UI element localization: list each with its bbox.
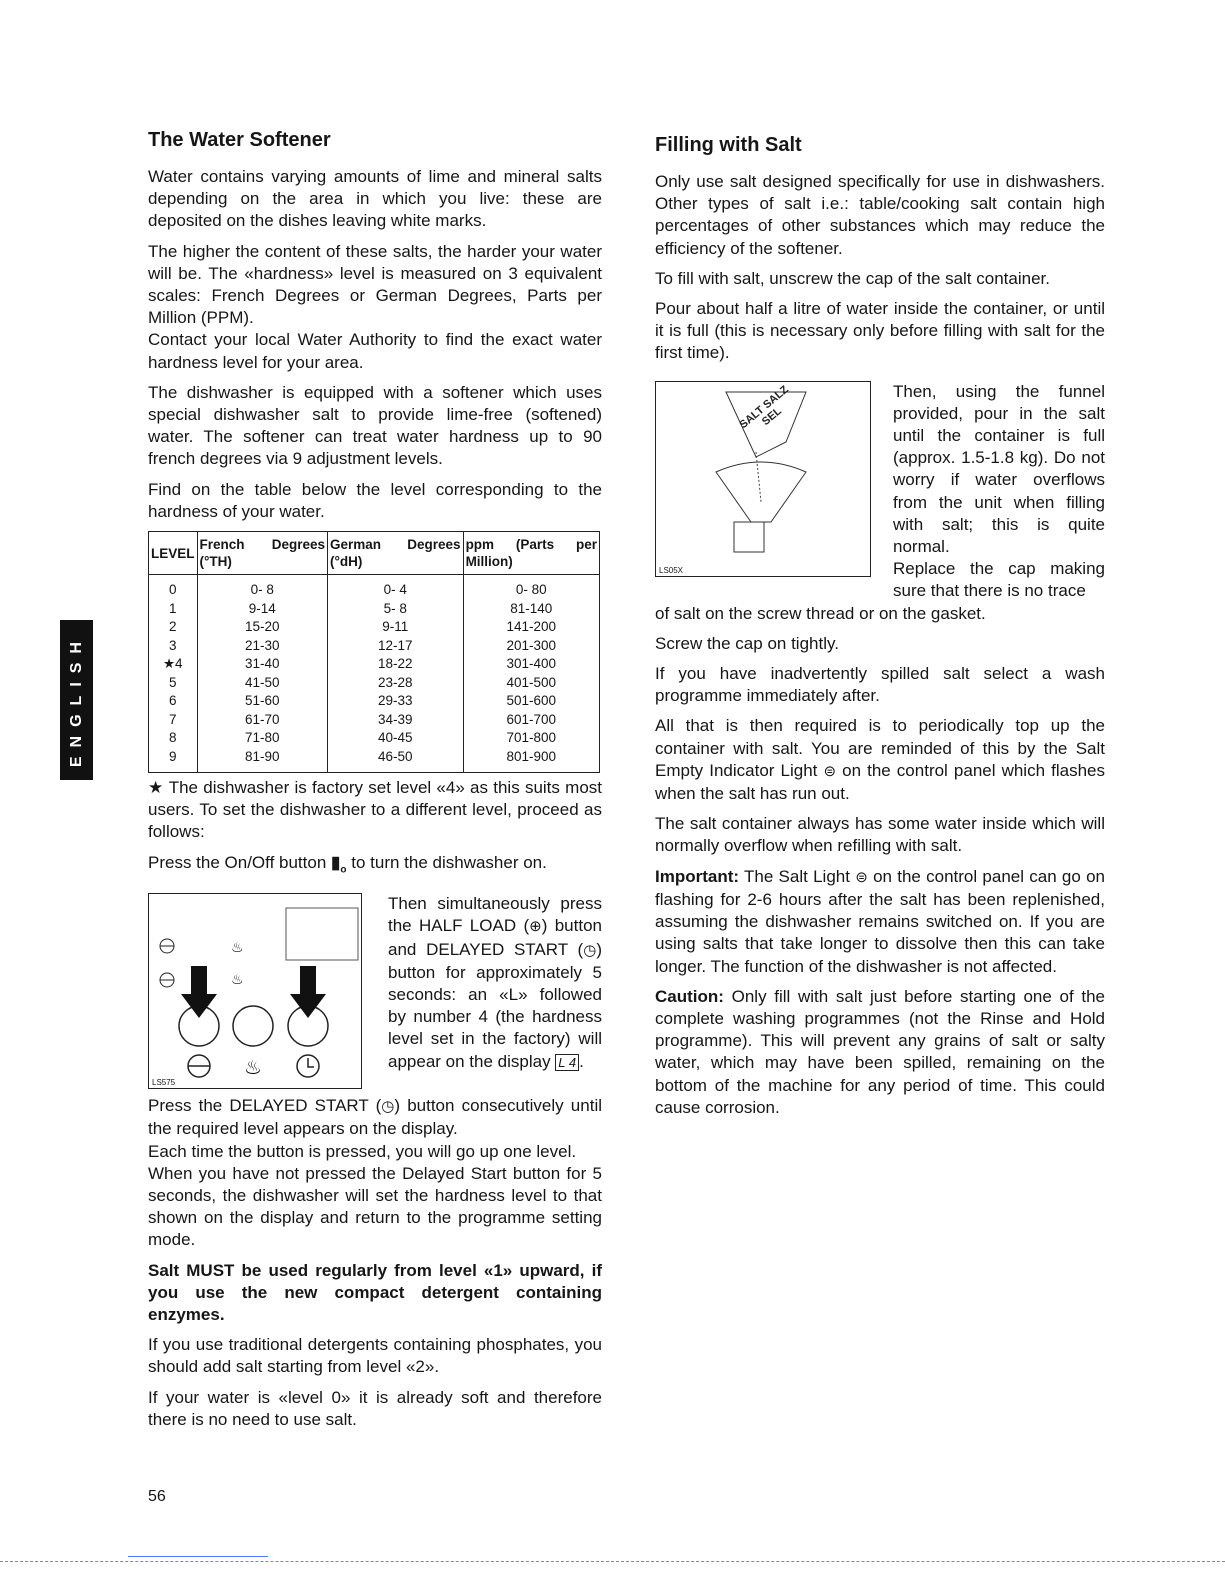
- table-cell: 71-80: [197, 729, 327, 748]
- table-row: [149, 655, 600, 674]
- table-cell: 5- 8: [327, 600, 463, 619]
- table-cell: 7: [149, 711, 198, 730]
- table-cell: 46-50: [327, 748, 463, 773]
- table-header: French Degrees (°TH): [197, 532, 327, 575]
- paragraph: Screw the cap on tightly.: [655, 633, 839, 653]
- paragraph: ★ The dishwasher is factory set level «4» as this suits most users. To set the dishwasher to a different level, proceed as follows:: [148, 778, 602, 842]
- paragraph: All that is then required is to periodically top up the container with salt. You are reminded of this by the Salt Empty Indicator Light ⊜ on the control panel which flashes when the salt has run out.: [655, 716, 1105, 804]
- table-cell: 15-20: [197, 618, 327, 637]
- paragraph: Only use salt designed specifically for use in dishwashers. Other types of salt i.e.: table/cooking salt contain high percentages of other substances which may reduce the efficiency of the softener.: [655, 172, 1105, 258]
- table-cell: 29-33: [327, 692, 463, 711]
- svg-text:♨: ♨: [231, 939, 244, 956]
- paragraph: The salt container always has some water inside which will normally overflow when refilling with salt.: [655, 814, 1105, 856]
- svg-text:♨: ♨: [244, 1057, 262, 1080]
- right-column: [655, 133, 1105, 1127]
- table-cell: 9-11: [327, 618, 463, 637]
- table-row: [149, 748, 600, 773]
- page-edge: [0, 1561, 1225, 1562]
- table-cell: 0- 4: [327, 575, 463, 600]
- table-cell: 31-40: [197, 655, 327, 674]
- table-cell: 1: [149, 600, 198, 619]
- bold-note: Salt MUST be used regularly from level «1» upward, if you use the new compact detergent containing enzymes.: [148, 1260, 602, 1325]
- table-cell: 9: [149, 748, 198, 773]
- divider: [128, 1556, 268, 1557]
- paragraph: of salt on the screw thread or on the gasket.: [655, 603, 986, 623]
- paragraph: Then simultaneously press the HALF LOAD (⊕) button and DELAYED START (◷) button for approximately 5 seconds: an «L» followed by number 4 (the hardness level set in the factory) will appear on the display L 4 .: [388, 894, 602, 1071]
- table-cell: 301-400: [463, 655, 599, 674]
- table-cell: 401-500: [463, 674, 599, 693]
- table-cell: ★4: [149, 655, 198, 674]
- table-cell: 12-17: [327, 637, 463, 656]
- paragraph: Contact your local Water Authority to find the exact water hardness level for your area.: [148, 330, 602, 372]
- table-cell: 81-90: [197, 748, 327, 773]
- table-cell: 501-600: [463, 692, 599, 711]
- table-cell: 801-900: [463, 748, 599, 773]
- figure-label: LS05X: [659, 565, 684, 575]
- paragraph: To fill with salt, unscrew the cap of the salt container.: [655, 268, 1050, 288]
- table-cell: 0- 80: [463, 575, 599, 600]
- half-load-icon: ⊕: [529, 918, 542, 936]
- table-cell: 6: [149, 692, 198, 711]
- clock-icon: ◷: [583, 941, 597, 959]
- table-cell: 18-22: [327, 655, 463, 674]
- table-row: [149, 692, 600, 711]
- table-cell: 0: [149, 575, 198, 600]
- display-readout: L 4: [555, 1054, 579, 1071]
- paragraph: Then, using the funnel provided, pour in the salt until the container is full (approx. 1.5-1.8 kg). Do not worry if water overflows from the unit when filling with salt; this is quite normal.: [893, 381, 1105, 557]
- table-cell: 701-800: [463, 729, 599, 748]
- table-header: ppm (Parts per Million): [463, 532, 599, 575]
- paragraph: The dishwasher is equipped with a softener which uses special dishwasher salt to provide lime-free (softened) water. The softener can treat water hardness up to 90 french degrees via 9 adjustment levels.: [148, 382, 602, 469]
- table-row: [149, 600, 600, 619]
- paragraph: If you have inadvertently spilled salt select a wash programme immediately after.: [655, 664, 1105, 706]
- water-softener-heading: The Water Softener: [148, 129, 331, 151]
- table-row: [149, 674, 600, 693]
- control-panel-figure: [148, 893, 362, 1089]
- figure-label: LS575: [152, 1078, 176, 1088]
- paragraph: When you have not pressed the Delayed Start button for 5 seconds, the dishwasher will set the hardness level to that shown on the display and return to the programme setting mode.: [148, 1163, 602, 1250]
- paragraph: Water contains varying amounts of lime and mineral salts depending on the area in which you live: these are deposited on the dishes leaving white marks.: [148, 167, 602, 231]
- svg-text:♨: ♨: [231, 971, 244, 988]
- paragraph: Press the On/Off button $▮_o$ to turn the dishwasher on.: [148, 852, 547, 876]
- filling-salt-heading: Filling with Salt: [655, 134, 802, 156]
- page-number: 56: [148, 1488, 166, 1505]
- paragraph: Press the DELAYED START (◷) button consecutively until the required level appears on the display.: [148, 1096, 602, 1139]
- table-cell: 8: [149, 729, 198, 748]
- table-cell: 0- 8: [197, 575, 327, 600]
- table-cell: 40-45: [327, 729, 463, 748]
- table-cell: 51-60: [197, 692, 327, 711]
- table-row: [149, 711, 600, 730]
- paragraph: If your water is «level 0» it is already soft and therefore there is no need to use salt.: [148, 1387, 602, 1429]
- table-header: German Degrees (°dH): [327, 532, 463, 575]
- salt-light-icon: ⊜: [823, 762, 837, 780]
- table-cell: 601-700: [463, 711, 599, 730]
- language-tab: [60, 620, 93, 780]
- table-cell: 5: [149, 674, 198, 693]
- paragraph: Important: The Salt Light ⊜ on the control panel can go on flashing for 2-6 hours after the salt has been replenished, assuming the dishwasher remains switched on. If you are using salts that take longer to dissolve then this can take longer. The function of the dishwasher is not affected.: [655, 866, 1105, 976]
- salt-bag-text: SALT SALZ SEL: [737, 383, 791, 431]
- table-cell: 9-14: [197, 600, 327, 619]
- table-cell: 141-200: [463, 618, 599, 637]
- left-column: [148, 128, 602, 1439]
- paragraph: Pour about half a litre of water inside the container, or until it is full (this is necessary only before filling with salt for the first time).: [655, 299, 1105, 363]
- table-cell: 201-300: [463, 637, 599, 656]
- paragraph: Replace the cap making sure that there is no trace: [893, 559, 1105, 601]
- paragraph: The higher the content of these salts, the harder your water will be. The «hardness» level is measured on 3 equivalent scales: French Degrees or German Degrees, Parts per Million (PPM).: [148, 241, 602, 328]
- table-cell: 3: [149, 637, 198, 656]
- table-cell: 34-39: [327, 711, 463, 730]
- table-row: [149, 729, 600, 748]
- paragraph: If you use traditional detergents containing phosphates, you should add salt starting from level «2».: [148, 1335, 602, 1377]
- table-row: [149, 618, 600, 637]
- salt-funnel-figure: [655, 381, 871, 577]
- clock-icon: ◷: [381, 1098, 395, 1116]
- hardness-table: [148, 531, 600, 773]
- table-row: [149, 575, 600, 600]
- salt-light-icon: ⊜: [855, 868, 868, 886]
- paragraph: Find on the table below the level corresponding to the hardness of your water.: [148, 479, 602, 521]
- paragraph: Caution: Only fill with salt just before starting one of the complete washing programmes (not the Rinse and Hold programme). This will prevent any grains of salt or salty water, which may have been spilled, remaining on the bottom of the machine for any period of time. This could cause corrosion.: [655, 986, 1105, 1117]
- table-cell: 21-30: [197, 637, 327, 656]
- table-row: [149, 637, 600, 656]
- table-cell: 81-140: [463, 600, 599, 619]
- table-cell: 61-70: [197, 711, 327, 730]
- side-tab-text: ENGLISH: [67, 632, 85, 768]
- table-cell: 23-28: [327, 674, 463, 693]
- table-cell: 41-50: [197, 674, 327, 693]
- paragraph: Each time the button is pressed, you will go up one level.: [148, 1141, 577, 1161]
- table-cell: 2: [149, 618, 198, 637]
- on-off-icon: $▮_o$: [331, 852, 347, 876]
- table-header: LEVEL: [149, 532, 198, 575]
